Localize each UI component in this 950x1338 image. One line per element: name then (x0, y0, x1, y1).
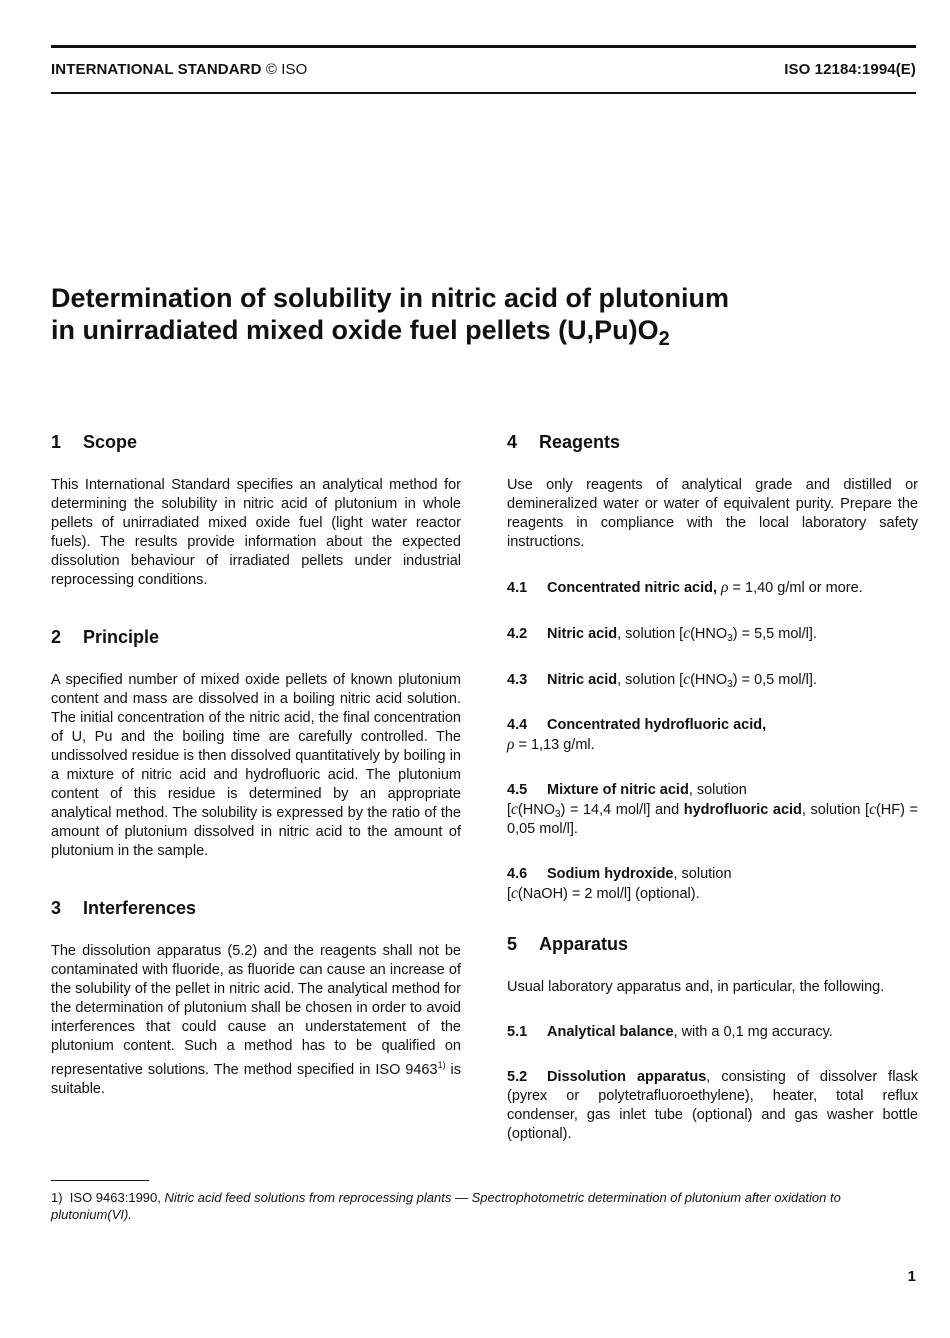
section-heading-principle: 2 Principle (51, 627, 160, 647)
document-title: Determination of solubility in nitric acid of plutonium in unirradiated mixed oxide fuel pellets $(U,Pu)O_2$ (51, 283, 730, 350)
section-body-reagents: Use only reagents of analytical grade and distilled or demineralized water or water of equivalent purity. Prepare the reagents in compliance with the local laboratory safety instructions. (507, 477, 918, 550)
footnote: 1) ISO 9463:1990, Nitric acid feed solutions from reprocessing plants — Spectrophotometric determination of plutonium after oxidation to plutonium(VI). (51, 1190, 841, 1222)
footnote-rule (51, 1180, 149, 1181)
reagent-item: 4.4 Concentrated hydrofluoric acid, ρ = 1,13 g/ml. (507, 717, 767, 753)
section-heading-scope: 1 Scope (51, 432, 138, 452)
page-number: 1 (907, 1268, 916, 1285)
reagent-item: 4.1 Concentrated nitric acid, ρ = 1,40 g/ml or more. (507, 579, 863, 596)
right-column (507, 430, 918, 1170)
reagent-item: 4.5 Mixture of nitric acid, solution [$c(HNO_3) = 14,4$ mol/l] and hydrofluoric acid, solution [c(HF) = 0,05 mol/l]. (507, 782, 918, 837)
footnote-reference: 1) (437, 1060, 446, 1070)
section-body-interferences: The dissolution apparatus (5.2) and the reagents shall not be contaminated with fluoride, as fluoride can cause an increase of the solubility of the pellet in nitric acid. The analytical method for the determination of plutonium shall be chosen in order to avoid interferences that could cause an understatement of the plutonium content. Such a method has to be qualified on representative solutions. The method specified in ISO 9463$^{1)}$ is suitable. (51, 943, 462, 1097)
apparatus-item: 5.2 Dissolution apparatus, consisting of dissolver flask (pyrex or polytetrafluoroethylene), heater, total reflux condenser, gas inlet tube (optional) and gas washer bottle (optional). (507, 1069, 918, 1142)
reagent-item: 4.6 Sodium hydroxide, solution [c(NaOH) = 2 mol/l] (optional). (507, 866, 732, 902)
apparatus-item: 5.1 Analytical balance, with a 0,1 mg accuracy. (507, 1024, 833, 1040)
header-rule-bottom (51, 92, 916, 94)
section-body-principle: A specified number of mixed oxide pellets of known plutonium content and mass are dissolved in a boiling nitric acid solution. The initial concentration of the nitric acid, the final concentration of U, Pu and the boiling time are carefully controlled. The undissolved residue is then dissolved quantitatively by boiling in a mixture of nitric acid and hydrofluoric acid. The plutonium content of this residue is determined by an appropriate analytical method. The solubility is expressed by the ratio of the amount of plutonium dissolved in nitric acid to the amount of plutonium in the sample. (51, 672, 461, 859)
section-body-apparatus: Usual laboratory apparatus and, in particular, the following. (507, 979, 885, 995)
section-heading-interferences: 3 Interferences (51, 898, 197, 918)
section-body-scope: This International Standard specifies an analytical method for determining the solubility in nitric acid of plutonium in whole pellets of unirradiated mixed oxide fuel (light water reactor fuels). The results provide information about the expected dissolution behaviour of irradiated pellets under industrial reprocessing conditions. (51, 477, 461, 588)
section-heading-reagents: 4 Reagents (507, 432, 621, 452)
left-column (51, 430, 461, 1099)
header-rule-top (51, 45, 916, 48)
section-heading-apparatus: 5 Apparatus (507, 934, 629, 954)
header-standard-label: INTERNATIONAL STANDARD © ISO (51, 61, 308, 78)
reagent-item: 4.2 Nitric acid, solution [$c(HNO_3) = 5,5$ mol/l]. (507, 625, 817, 644)
header-standard-number: ISO 12184:1994(E) (784, 61, 916, 78)
reagent-item: 4.3 Nitric acid, solution [$c(HNO_3) = 0,5$ mol/l]. (507, 671, 817, 690)
header-copyright: © ISO (265, 61, 308, 78)
